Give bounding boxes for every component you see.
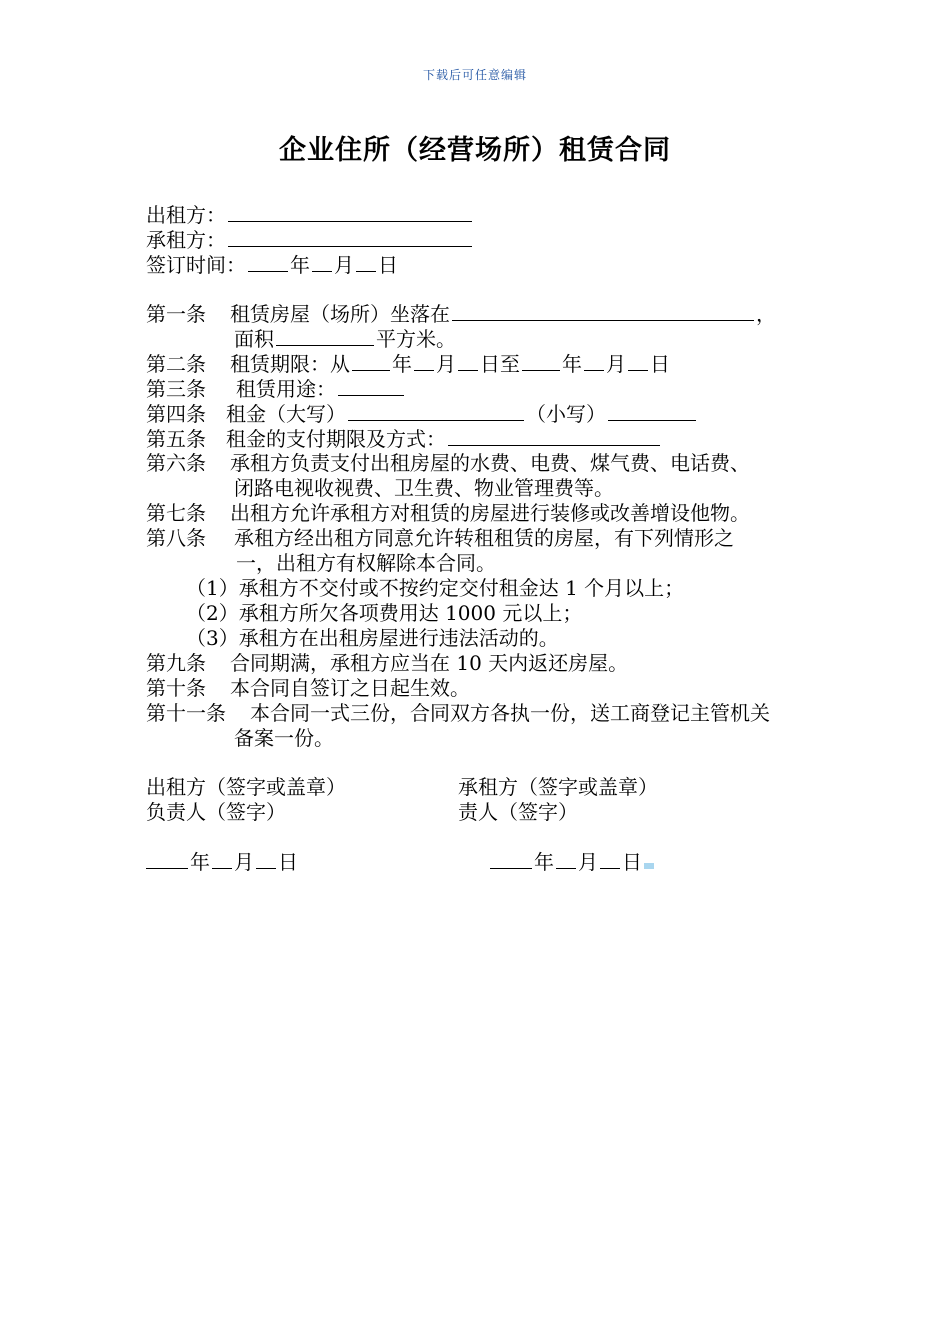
article-1-area bbox=[234, 325, 456, 352]
article-9-label: 第九条 bbox=[146, 651, 206, 675]
article-5-text: 租金的支付期限及方式： bbox=[226, 427, 446, 451]
month-text: 月 bbox=[334, 253, 354, 277]
end-month-text: 月 bbox=[606, 352, 626, 376]
day-text: 日 bbox=[378, 253, 398, 277]
month-blank bbox=[312, 251, 332, 272]
contract-title: 企业住所（经营场所）租赁合同 bbox=[279, 135, 671, 166]
article-11 bbox=[146, 700, 770, 726]
article-10 bbox=[146, 675, 470, 701]
selection-mark bbox=[644, 863, 654, 869]
article-1-label: 第一条 bbox=[146, 302, 206, 326]
end-month-blank bbox=[584, 350, 604, 371]
lessor-day-blank bbox=[256, 848, 276, 869]
lessor-blank bbox=[228, 201, 472, 222]
article-8-label: 第八条 bbox=[146, 526, 206, 550]
lessee-date bbox=[490, 848, 654, 875]
sign-date-label: 签订时间： bbox=[146, 253, 246, 277]
page-header: 下载后可任意编辑 bbox=[422, 68, 527, 82]
article-10-label: 第十条 bbox=[146, 676, 206, 700]
end-day-blank bbox=[628, 350, 648, 371]
article-3 bbox=[146, 375, 406, 402]
rent-words-blank bbox=[348, 400, 524, 421]
lessee-day-blank bbox=[600, 848, 620, 869]
end-year-blank bbox=[522, 350, 560, 371]
lessee-day-text: 日 bbox=[622, 850, 642, 874]
date-to-text: 日至 bbox=[480, 352, 520, 376]
article-2 bbox=[146, 350, 670, 377]
year-blank bbox=[248, 251, 288, 272]
article-6 bbox=[146, 450, 750, 476]
article-8-item-3: （3）承租方在出租房屋进行违法活动的。 bbox=[186, 626, 559, 650]
article-4 bbox=[146, 400, 698, 427]
article-4-label: 第四条 bbox=[146, 402, 206, 426]
article-5-label: 第五条 bbox=[146, 427, 206, 451]
lessor-line bbox=[146, 201, 474, 228]
article-7-label: 第七条 bbox=[146, 501, 206, 525]
article-9-text: 合同期满，承租方应当在 10 天内返还房屋。 bbox=[230, 651, 629, 675]
article-8-item-2: （2）承租方所欠各项费用达 1000 元以上； bbox=[186, 601, 583, 625]
article-7-text: 出租方允许承租方对租赁的房屋进行装修或改善增设他物。 bbox=[230, 501, 750, 525]
article-1-text: 租赁房屋（场所）坐落在 bbox=[230, 302, 450, 326]
article-6-cont: 闭路电视收视费、卫生费、物业管理费等。 bbox=[234, 476, 614, 500]
lessor-year-text: 年 bbox=[190, 850, 210, 874]
end-day-text: 日 bbox=[650, 352, 670, 376]
article-4-small: （小写） bbox=[526, 402, 606, 426]
article-8-text-1: 承租方经出租方同意允许转租租赁的房屋，有下列情形之 bbox=[234, 526, 734, 550]
article-1-comma: ， bbox=[756, 302, 776, 326]
article-1 bbox=[146, 300, 776, 327]
start-month-text: 月 bbox=[436, 352, 456, 376]
lessor-signature: 出租方（签字或盖章） bbox=[146, 775, 346, 799]
lessor-label: 出租方： bbox=[146, 203, 226, 227]
article-4-text: 租金（大写） bbox=[226, 402, 346, 426]
lessee-month-blank bbox=[556, 848, 576, 869]
payment-blank bbox=[448, 425, 660, 446]
article-11-cont: 备案一份。 bbox=[234, 726, 334, 750]
article-5 bbox=[146, 425, 662, 452]
article-2-text: 租赁期限：从 bbox=[230, 352, 350, 376]
lessee-year-text: 年 bbox=[534, 850, 554, 874]
article-11-label: 第十一条 bbox=[146, 701, 226, 725]
lessee-month-text: 月 bbox=[578, 850, 598, 874]
start-month-blank bbox=[414, 350, 434, 371]
lessee-line bbox=[146, 226, 474, 253]
lessee-year-blank bbox=[490, 848, 532, 869]
location-blank bbox=[452, 300, 754, 321]
day-blank bbox=[356, 251, 376, 272]
lessee-blank bbox=[228, 226, 472, 247]
usage-blank bbox=[338, 375, 404, 396]
sign-date-line bbox=[146, 251, 398, 278]
lessor-date bbox=[146, 848, 298, 875]
area-label: 面积 bbox=[234, 327, 274, 351]
lessor-year-blank bbox=[146, 848, 188, 869]
start-year-blank bbox=[352, 350, 390, 371]
article-9 bbox=[146, 650, 628, 676]
year-text: 年 bbox=[290, 253, 310, 277]
start-day-blank bbox=[458, 350, 478, 371]
area-blank bbox=[276, 325, 374, 346]
article-7 bbox=[146, 500, 750, 526]
area-unit: 平方米。 bbox=[376, 327, 456, 351]
lessee-label: 承租方： bbox=[146, 228, 226, 252]
article-6-label: 第六条 bbox=[146, 451, 206, 475]
article-11-text-1: 本合同一式三份，合同双方各执一份，送工商登记主管机关 bbox=[250, 701, 770, 725]
rent-digits-blank bbox=[608, 400, 696, 421]
article-8 bbox=[146, 525, 734, 551]
lessor-day-text: 日 bbox=[278, 850, 298, 874]
lessee-signature: 承租方（签字或盖章） bbox=[458, 775, 658, 799]
article-10-text: 本合同自签订之日起生效。 bbox=[230, 676, 470, 700]
lessor-person: 负责人（签字） bbox=[146, 800, 286, 824]
lessor-month-blank bbox=[212, 848, 232, 869]
end-year-text: 年 bbox=[562, 352, 582, 376]
lessor-month-text: 月 bbox=[234, 850, 254, 874]
article-8-cont: 一，出租方有权解除本合同。 bbox=[236, 551, 496, 575]
start-year-text: 年 bbox=[392, 352, 412, 376]
article-2-label: 第二条 bbox=[146, 352, 206, 376]
article-3-label: 第三条 bbox=[146, 377, 206, 401]
article-6-text-1: 承租方负责支付出租房屋的水费、电费、煤气费、电话费、 bbox=[230, 451, 750, 475]
article-3-text: 租赁用途： bbox=[236, 377, 336, 401]
lessee-person: 责人（签字） bbox=[458, 800, 578, 824]
article-8-item-1: （1）承租方不交付或不按约定交付租金达 1 个月以上； bbox=[186, 576, 685, 600]
